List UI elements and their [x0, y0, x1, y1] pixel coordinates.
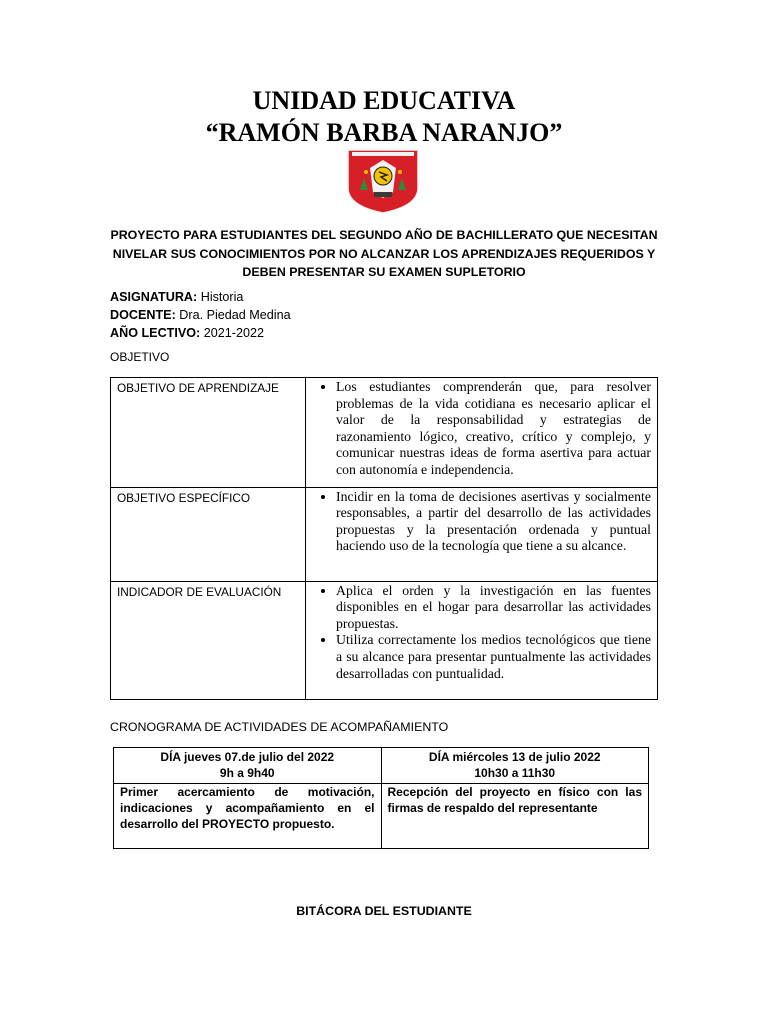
- docente-line: [110, 306, 291, 324]
- objetivo-label: OBJETIVO: [110, 350, 170, 364]
- school-name: UNIDAD EDUCATIVA: [252, 86, 516, 115]
- asignatura-line: [110, 288, 243, 306]
- school-logo: [346, 148, 420, 214]
- project-heading: PROYECTO PARA ESTUDIANTES DEL SEGUNDO AÑO DE BACHILLERATO QUE NECESITAN NIVELAR SUS CONOCIMIENTOS POR NO ALCANZAR LOS APRENDIZAJES REQUERIDOS Y DEBEN PRESENTAR SU EXAMEN SUPLETORIO: [110, 228, 658, 279]
- anio-lectivo-line: [110, 324, 264, 342]
- anio-lectivo-value: 2021-2022: [200, 326, 264, 340]
- objectives-row-label: OBJETIVO DE APRENDIZAJE: [111, 378, 306, 488]
- objectives-row-content: [306, 487, 658, 581]
- objectives-table: [110, 377, 658, 700]
- anio-lectivo-label: AÑO LECTIVO:: [110, 326, 201, 340]
- cronograma-label: CRONOGRAMA DE ACTIVIDADES DE ACOMPAÑAMIENTO: [110, 720, 449, 734]
- objectives-row-label: OBJETIVO ESPECÍFICO: [111, 487, 306, 581]
- asignatura-label: ASIGNATURA:: [110, 290, 198, 304]
- objectives-row-label: INDICADOR DE EVALUACIÓN: [111, 581, 306, 699]
- schedule-header-day2: [381, 748, 649, 784]
- asignatura-value: Historia: [197, 290, 244, 304]
- bitacora-heading: BITÁCORA DEL ESTUDIANTE: [296, 904, 472, 918]
- schedule-header-day1: [114, 748, 382, 784]
- schedule-body-row: [114, 784, 649, 849]
- bullet-item: • Utiliza correctamente los medios tecnológicos que tiene a su alcance para presentar puntualmente las actividades desarrolladas con puntualidad.: [336, 632, 651, 682]
- docente-label: DOCENTE:: [110, 308, 176, 322]
- docente-value: Dra. Piedad Medina: [175, 308, 291, 322]
- bullet-item: • Aplica el orden y la investigación en las fuentes disponibles en el hogar para desarrollar las actividades propuestas.: [336, 583, 651, 633]
- objectives-row-content: [306, 378, 658, 488]
- schedule-activity: Recepción del proyecto en físico con las firmas de respaldo del representante: [381, 784, 649, 849]
- schedule-date: DÍA jueves 07.de julio del 2022: [160, 750, 335, 764]
- school-name-quoted: “RAMÓN BARBA NARANJO”: [205, 118, 563, 147]
- schedule-date: DÍA miércoles 13 de julio 2022: [428, 750, 601, 764]
- objectives-row-content: [306, 581, 658, 699]
- schedule-header-row: [114, 748, 649, 784]
- schedule-table: [113, 747, 649, 849]
- bullet-item: • Los estudiantes comprenderán que, para resolver problemas de la vida cotidiana es necesario aplicar el valor de la responsabilidad y estrategias de razonamiento lógico, creativo, crítico y complejo, y comunicar nuestras ideas de forma asertiva para actuar con autonomía e independencia.: [336, 379, 651, 479]
- bullet-item: • Incidir en la toma de decisiones asertivas y socialmente responsables, a partir del desarrollo de las actividades propuestas y la presentación ordenada y puntual haciendo uso de la tecnología que tiene a su alcance.: [336, 489, 651, 555]
- schedule-time: 10h30 a 11h30: [474, 766, 556, 780]
- objectives-row-especifico: [111, 487, 658, 581]
- objectives-row-indicador: [111, 581, 658, 699]
- schedule-activity: Primer acercamiento de motivación, indicaciones y acompañamiento en el desarrollo del PROYECTO propuesto.: [114, 784, 382, 849]
- objectives-row-aprendizaje: [111, 378, 658, 488]
- schedule-time: 9h a 9h40: [219, 766, 275, 780]
